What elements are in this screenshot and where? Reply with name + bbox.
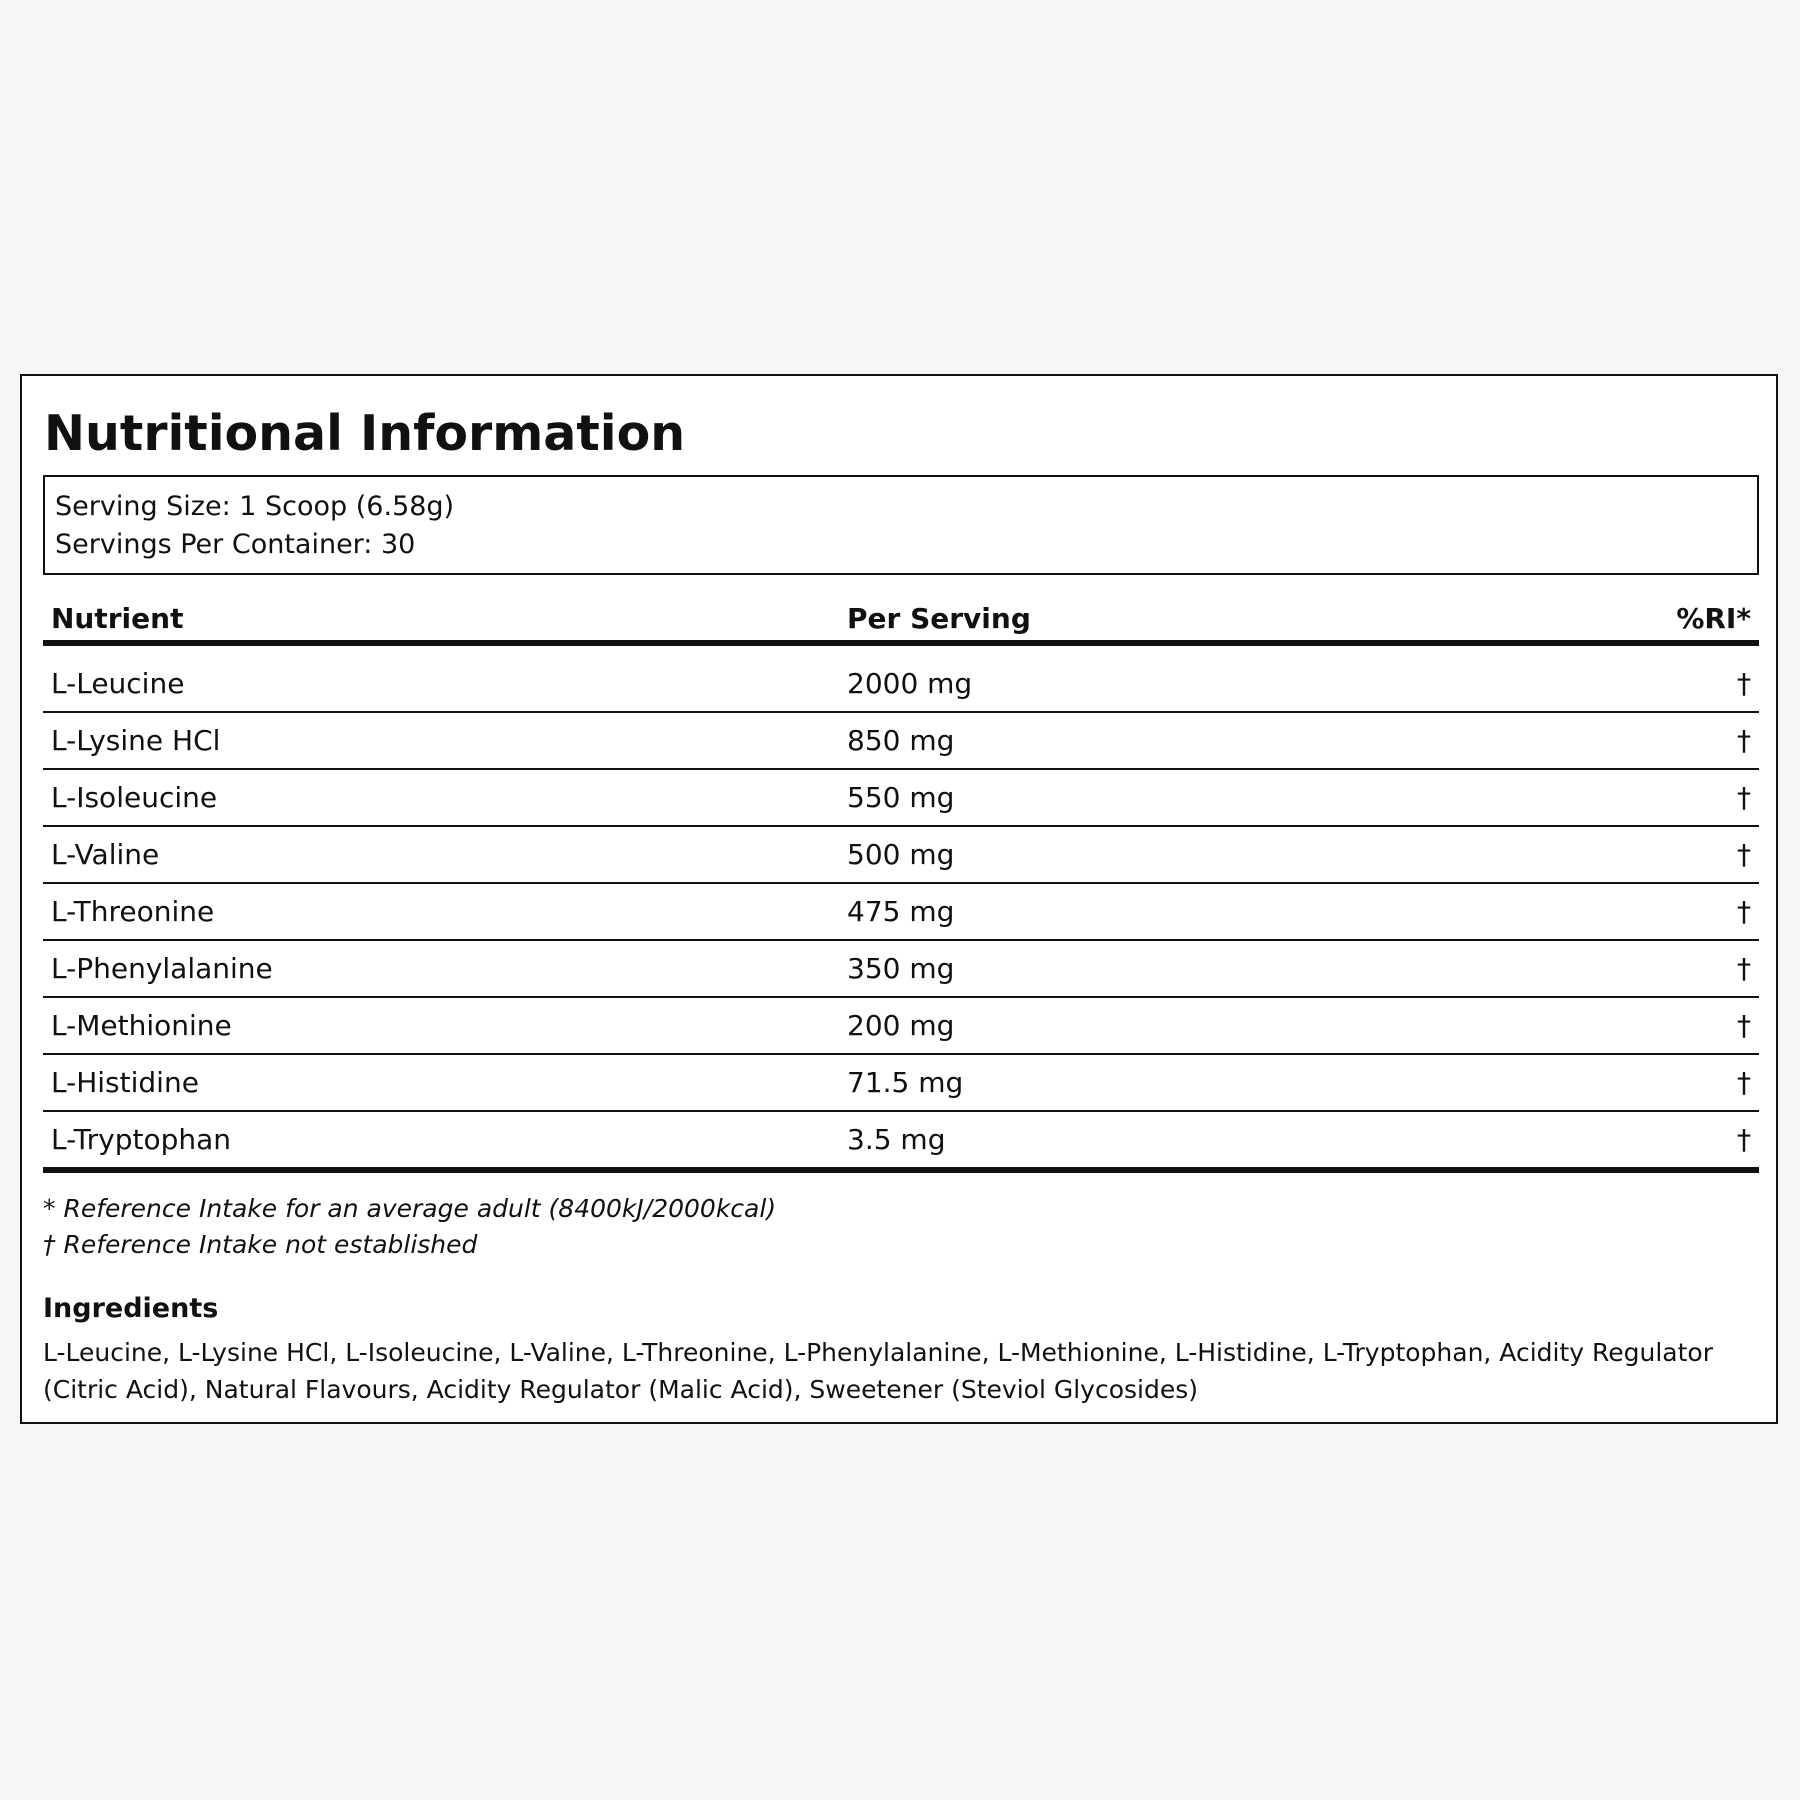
table-row (43, 827, 1759, 884)
nutrient-amount: 500 mg (847, 838, 955, 871)
table-row (43, 941, 1759, 998)
nutrient-ri: † (1737, 895, 1751, 928)
nutrient-name: L-Methionine (51, 1009, 232, 1042)
nutrient-amount: 71.5 mg (847, 1066, 964, 1099)
nutrient-name: L-Leucine (51, 667, 185, 700)
ingredients-heading: Ingredients (43, 1293, 219, 1324)
footnote-not-established: † Reference Intake not established (43, 1230, 478, 1259)
nutrient-amount: 850 mg (847, 724, 955, 757)
table-row (43, 656, 1759, 713)
header-ri: %RI* (1676, 602, 1751, 635)
ingredients-list: L-Leucine, L-Lysine HCl, L-Isoleucine, L-Valine, L-Threonine, L-Phenylalanine, L-Methionine, L-Histidine, L-Tryptophan, Acidity Regulator (Citric Acid), Natural Flavours, Acidity Regulator (Malic Acid), Sweetener (Steviol Glycosides) (43, 1338, 1714, 1404)
nutrient-name: L-Isoleucine (51, 781, 218, 814)
header-nutrient: Nutrient (51, 602, 184, 635)
nutrient-amount: 550 mg (847, 781, 955, 814)
nutrient-name: L-Valine (51, 838, 160, 871)
nutrient-name: L-Histidine (51, 1066, 199, 1099)
nutrient-name: L-Threonine (51, 895, 215, 928)
nutrition-panel (20, 374, 1778, 1424)
nutrient-ri: † (1737, 838, 1751, 871)
nutrient-ri: † (1737, 1009, 1751, 1042)
table-row (43, 998, 1759, 1055)
nutrient-amount: 3.5 mg (847, 1123, 946, 1156)
nutrient-ri: † (1737, 952, 1751, 985)
servings-per-container: Servings Per Container: 30 (55, 529, 416, 560)
serving-size: Serving Size: 1 Scoop (6.58g) (55, 491, 455, 522)
nutrient-ri: † (1737, 724, 1751, 757)
nutrient-name: L-Phenylalanine (51, 952, 273, 985)
nutrient-table (43, 598, 1759, 1173)
nutrient-amount: 2000 mg (847, 667, 973, 700)
table-row (43, 884, 1759, 941)
table-body (43, 646, 1759, 1173)
nutrient-name: L-Lysine HCl (51, 724, 221, 757)
nutrient-ri: † (1737, 1066, 1751, 1099)
nutrient-ri: † (1737, 667, 1751, 700)
table-row (43, 770, 1759, 827)
nutrient-amount: 475 mg (847, 895, 955, 928)
header-per-serving: Per Serving (847, 602, 1031, 635)
nutrient-name: L-Tryptophan (51, 1123, 232, 1156)
table-header (43, 598, 1759, 646)
page-title: Nutritional Information (44, 405, 686, 462)
table-row (43, 1055, 1759, 1112)
table-row (43, 713, 1759, 770)
table-row (43, 1112, 1759, 1173)
footnote-reference-intake: * Reference Intake for an average adult (8400kJ/2000kcal) (43, 1194, 777, 1223)
nutrient-amount: 200 mg (847, 1009, 955, 1042)
serving-info-box (43, 475, 1759, 575)
nutrient-ri: † (1737, 781, 1751, 814)
footnotes (43, 1191, 776, 1263)
nutrient-ri: † (1737, 1123, 1751, 1156)
nutrient-amount: 350 mg (847, 952, 955, 985)
